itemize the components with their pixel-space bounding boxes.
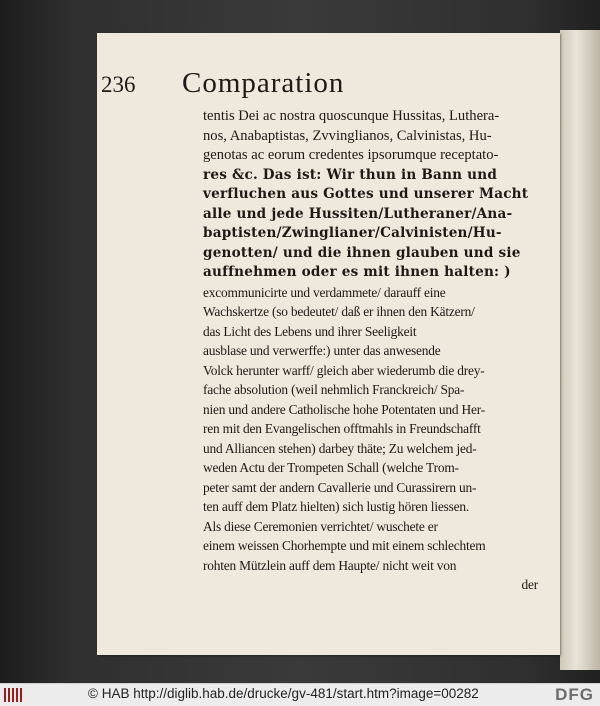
text-line: genotas ac eorum credentes ipsorumque receptato- [203, 147, 499, 163]
text-line: das Licht des Lebens und ihrer Seeligkeit [203, 323, 417, 339]
running-title: Comparation [182, 67, 345, 99]
text-line: genotten/ und die ihnen glauben und sie [203, 244, 521, 261]
text-line: peter samt der andern Cavallerie und Curassirern un- [203, 479, 477, 495]
text-line: und Alliancen stehen) darbey thäte; Zu welchem jed- [203, 440, 477, 456]
text-line: ren mit den Evangelischen offtmahls in Freundschafft [203, 421, 481, 436]
dfg-logo: DFG [555, 685, 594, 704]
text-line: ten auff dem Platz hielten) sich lustig hören liessen. [203, 499, 469, 514]
text-line: res &c. Das ist: Wir thun in Bann und [203, 166, 498, 183]
text-line: nien und andere Catholische hohe Potentaten und Her- [203, 401, 485, 417]
text-line: ausblase und verwerffe:) unter das anwesende [203, 343, 441, 358]
text-line: rohten Mützlein auff dem Haupte/ nicht weit von [203, 557, 457, 573]
text-line: auffnehmen oder es mit ihnen halten: ) [203, 264, 511, 280]
text-line: baptisten/Zwinglianer/Calvinisten/Hu- [203, 225, 502, 241]
text-line: Wachskertze (so bedeutet/ daß er ihnen den Kätzern/ [203, 304, 475, 319]
text-line: alle und jede Hussiten/Lutheraner/Ana- [203, 205, 513, 222]
text-line: Volck herunter warff/ gleich aber wiederumb die drey- [203, 362, 485, 378]
text-line: excommunicirte und verdammete/ darauff eine [203, 284, 446, 300]
text-line: einem weissen Chorhempte und mit einem schlechtem [203, 538, 486, 553]
text-line: verfluchen aus Gottes und unserer Macht [203, 186, 529, 202]
next-page-edge [560, 30, 600, 670]
library-logo-icon [4, 688, 22, 702]
text-line: nos, Anabaptistas, Zvvinglianos, Calvinistas, Hu- [203, 127, 492, 144]
body-text [203, 107, 538, 595]
text-line: weden Actu der Trompeten Schall (welche Trom- [203, 460, 459, 475]
page-header [101, 67, 521, 106]
viewer-footer [0, 683, 600, 706]
text-line: fache absolution (weil nehmlich Franckreich/ Spa- [203, 382, 465, 397]
source-link[interactable]: © HAB http://diglib.hab.de/drucke/gv-481/start.htm?image=00282 [88, 686, 479, 701]
catchword: der [521, 577, 538, 592]
text-line: Als diese Ceremonien verrichtet/ wuschete er [203, 518, 438, 534]
page-number: 236 [101, 72, 136, 97]
text-line: tentis Dei ac nostra quoscunque Hussitas, Luthera- [203, 108, 500, 124]
